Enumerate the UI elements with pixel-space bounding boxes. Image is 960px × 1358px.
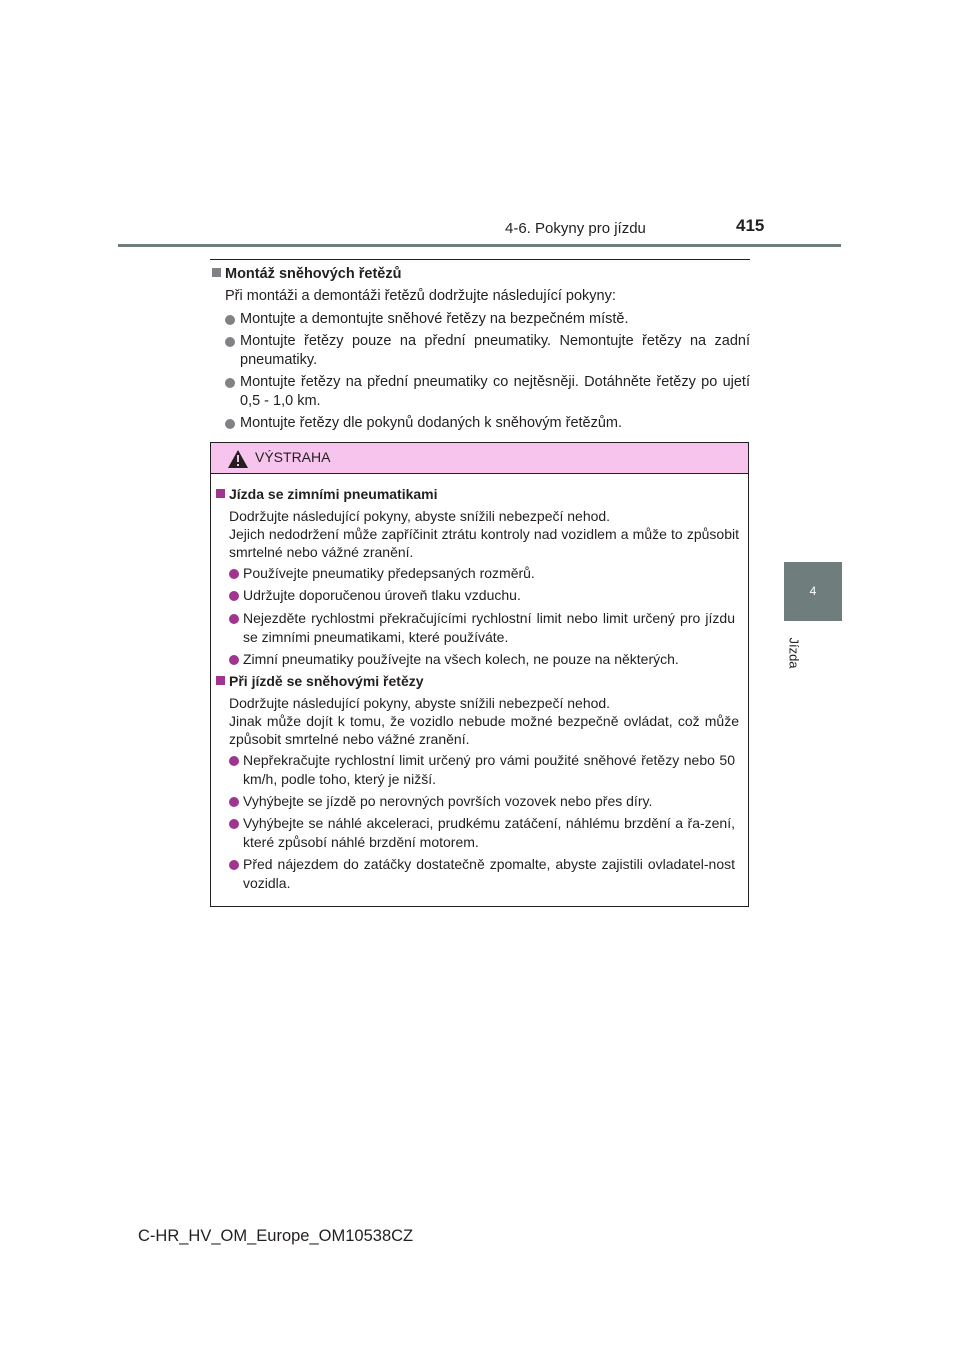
warning-paragraph: Dodržujte následující pokyny, abyste snížili nebezpečí nehod.: [229, 695, 611, 711]
bullet-dot-icon: [229, 819, 239, 829]
subheading-text: Jízda se zimními pneumatikami: [229, 486, 438, 502]
list-item-text: Nepřekračujte rychlostní limit určený pro vámi použité sněhové řetězy nebo 50 km/h, podle toho, který je nižší.: [243, 752, 735, 787]
section-title: 4-6. Pokyny pro jízdu: [505, 220, 646, 237]
list-item: [229, 586, 735, 605]
warning-title: VÝSTRAHA: [255, 449, 331, 465]
list-item: [229, 650, 735, 669]
header-divider: [118, 244, 841, 247]
list-item: [229, 814, 735, 852]
warning-subheading: [216, 673, 424, 689]
chapter-tab: [784, 562, 842, 621]
list-item: [225, 310, 750, 329]
warning-paragraph: Dodržujte následující pokyny, abyste snížili nebezpečí nehod.: [229, 508, 611, 524]
list-item: [229, 751, 735, 789]
square-bullet-icon: [212, 268, 221, 277]
section-heading: [212, 266, 401, 282]
bullet-dot-icon: [225, 378, 235, 388]
list-item-text: Vyhýbejte se jízdě po nerovných površích vozovek nebo přes díry.: [243, 793, 653, 809]
bullet-dot-icon: [229, 797, 239, 807]
intro-text: Při montáži a demontáži řetězů dodržujte následující pokyny:: [225, 288, 616, 304]
list-item-text: Montujte řetězy pouze na přední pneumatiky. Nemontujte řetězy na zadní pneumatiky.: [240, 333, 750, 368]
chapter-label: Jízda: [786, 637, 802, 669]
list-item: [225, 373, 750, 411]
warning-box: [210, 442, 749, 907]
list-item-text: Montujte řetězy dle pokynů dodaných k sněhovým řetězům.: [240, 415, 623, 431]
bullet-dot-icon: [225, 315, 235, 325]
list-item: [225, 332, 750, 370]
list-item-text: Před nájezdem do zatáčky dostatečně zpomalte, abyste zajistili ovladatel-nost vozidla.: [243, 856, 735, 891]
warning-paragraph: Jejich nedodržení může zapříčinit ztrátu kontroly nad vozidlem a může to způsobit smrtelné nebo vážné zranění.: [229, 526, 739, 560]
list-item: [229, 564, 735, 583]
bullet-dot-icon: [229, 756, 239, 766]
list-item-text: Nejezděte rychlostmi překračujícími rychlostní limit nebo limit určený pro jízdu se zimními pneumatikami, které používáte.: [243, 610, 735, 645]
list-item: [225, 414, 750, 433]
warning-paragraph: Jinak může dojít k tomu, že vozidlo nebude možné bezpečně ovládat, což může způsobit smrtelné nebo vážné zranění.: [229, 713, 739, 747]
bullet-dot-icon: [229, 655, 239, 665]
content-divider: [210, 259, 750, 260]
bullet-dot-icon: [229, 614, 239, 624]
list-item-text: Používejte pneumatiky předepsaných rozměrů.: [243, 565, 535, 581]
list-item-text: Montujte a demontujte sněhové řetězy na bezpečném místě.: [240, 311, 629, 327]
list-item: [229, 792, 735, 811]
chapter-label-box: [782, 632, 806, 674]
chapter-number: 4: [809, 584, 817, 598]
list-item-text: Zimní pneumatiky používejte na všech kolech, ne pouze na některých.: [243, 651, 679, 667]
list-item-text: Vyhýbejte se náhlé akceleraci, prudkému zatáčení, náhlému brzdění a řa-zení, které způsobí náhlé brzdění motorem.: [243, 815, 735, 850]
list-item: [229, 855, 735, 893]
page-number: 415: [736, 216, 765, 235]
document-code: C-HR_HV_OM_Europe_OM10538CZ: [138, 1227, 414, 1245]
heading-text: Montáž sněhových řetězů: [225, 266, 402, 282]
bullet-dot-icon: [229, 591, 239, 601]
square-bullet-icon: [216, 489, 225, 498]
list-item-text: Udržujte doporučenou úroveň tlaku vzduchu.: [243, 587, 521, 603]
warning-triangle-icon: [227, 449, 249, 469]
bullet-dot-icon: [229, 860, 239, 870]
warning-header: [211, 443, 748, 474]
bullet-dot-icon: [225, 337, 235, 347]
square-bullet-icon: [216, 676, 225, 685]
list-item: [229, 609, 735, 647]
bullet-dot-icon: [229, 569, 239, 579]
bullet-dot-icon: [225, 419, 235, 429]
list-item-text: Montujte řetězy na přední pneumatiky co nejtěsněji. Dotáhněte řetězy po ujetí 0,5 - 1,0 km.: [240, 374, 750, 409]
subheading-text: Při jízdě se sněhovými řetězy: [229, 673, 424, 689]
warning-subheading: [216, 486, 438, 502]
